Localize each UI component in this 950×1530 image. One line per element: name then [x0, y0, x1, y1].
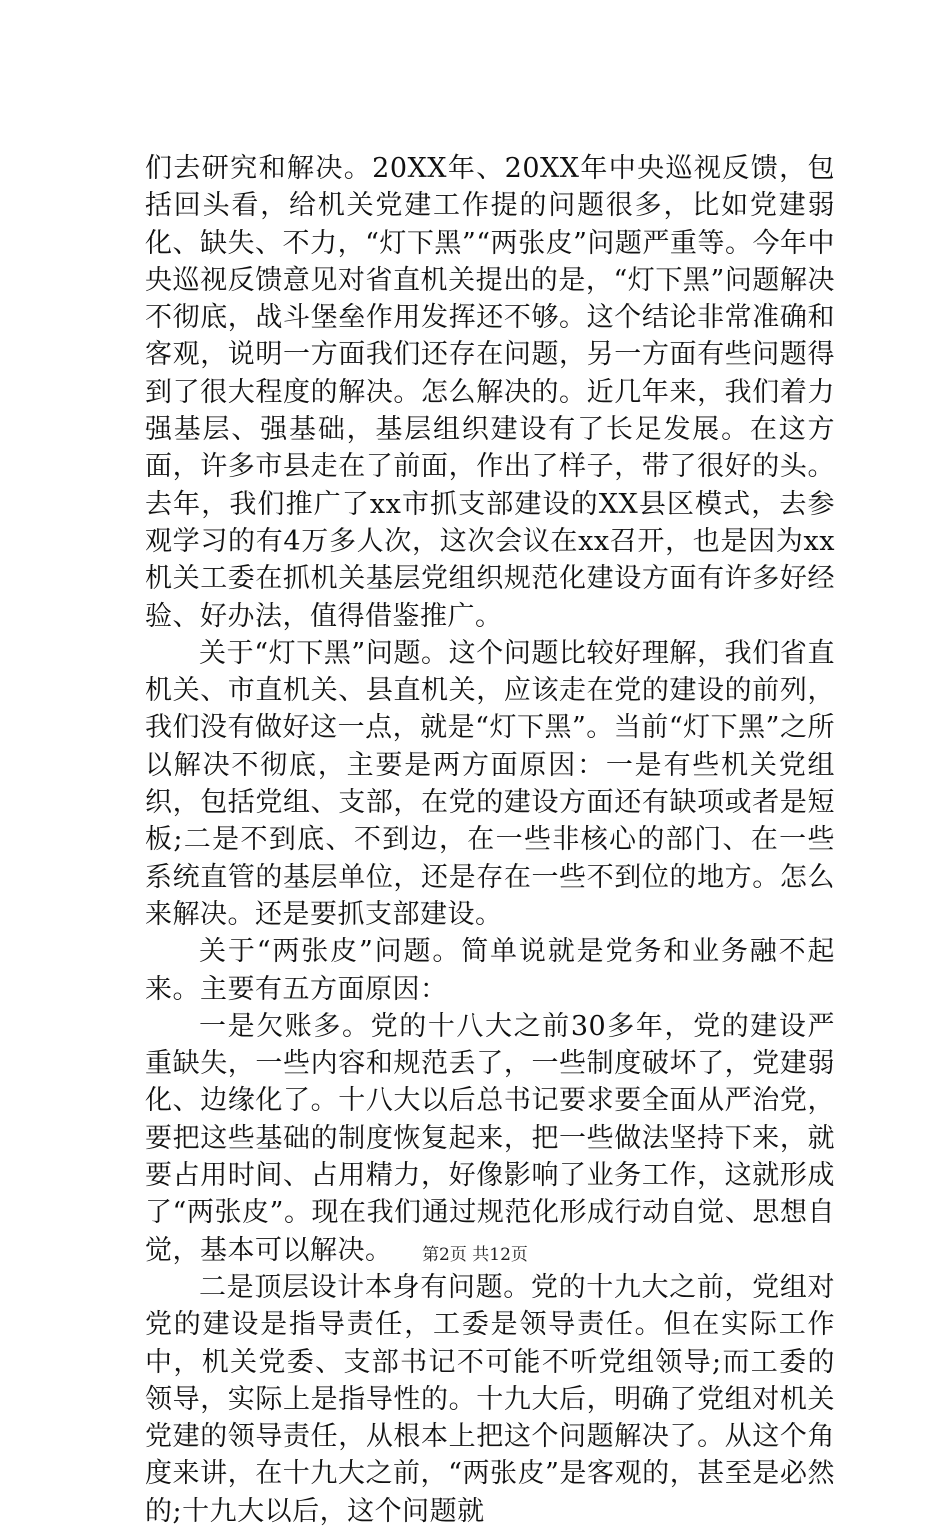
paragraph-1: 们去研究和解决。20XX年、20XX年中央巡视反馈，包括回头看，给机关党建工作提的问题很多，比如党建弱化、缺失、不力，“灯下黑”“两张皮”问题严重等。今年中央巡视反馈意见对省直机关提出的是，“灯下黑”问题解决不彻底，战斗堡垒作用发挥还不够。这个结论非常准确和客观，说明一方面我们还存在问题，另一方面有些问题得到了很大程度的解决。怎么解决的。近几年来，我们着力强基层、强基础，基层组织建设有了长足发展。在这方面，许多市县走在了前面，作出了样子，带了很好的头。去年，我们推广了xx市抓支部建设的XX县区模式，去参观学习的有4万多人次，这次会议在xx召开，也是因为xx机关工委在抓机关基层党组织规范化建设方面有许多好经验、好办法，值得借鉴推广。	[145, 153, 835, 632]
paragraph-4: 一是欠账多。党的十八大之前30多年，党的建设严重缺失，一些内容和规范丢了，一些制度破坏了，党建弱化、边缘化了。十八大以后总书记要求要全面从严治党，要把这些基础的制度恢复起来，把一些做法坚持下来，就要占用时间、占用精力，好像影响了业务工作，这就形成了“两张皮”。现在我们通过规范化形成行动自觉、思想自觉，基本可以解决。	[145, 1010, 835, 1266]
paragraph-2: 关于“灯下黑”问题。这个问题比较好理解，我们省直机关、市直机关、县直机关，应该走在党的建设的前列，我们没有做好这一点，就是“灯下黑”。当前“灯下黑”之所以解决不彻底，主要是两方面原因：一是有些机关党组织，包括党组、支部，在党的建设方面还有缺项或者是短板;二是不到底、不到边，在一些非核心的部门、在一些系统直管的基层单位，还是存在一些不到位的地方。怎么来解决。还是要抓支部建设。	[145, 637, 835, 930]
document-body	[145, 150, 835, 1530]
paragraph-3: 关于“两张皮”问题。简单说就是党务和业务融不起来。主要有五方面原因：	[145, 936, 835, 1005]
page-footer: 第2页 共12页	[422, 1245, 528, 1265]
paragraph-5: 二是顶层设计本身有问题。党的十九大之前，党组对党的建设是指导责任，工委是领导责任。但在实际工作中，机关党委、支部书记不可能不听党组领导;而工委的领导，实际上是指导性的。十九大后，明确了党组对机关党建的领导责任，从根本上把这个问题解决了。从这个角度来讲，在十九大之前，“两张皮”是客观的，甚至是必然的;十九大以后，这个问题就	[145, 1271, 835, 1527]
